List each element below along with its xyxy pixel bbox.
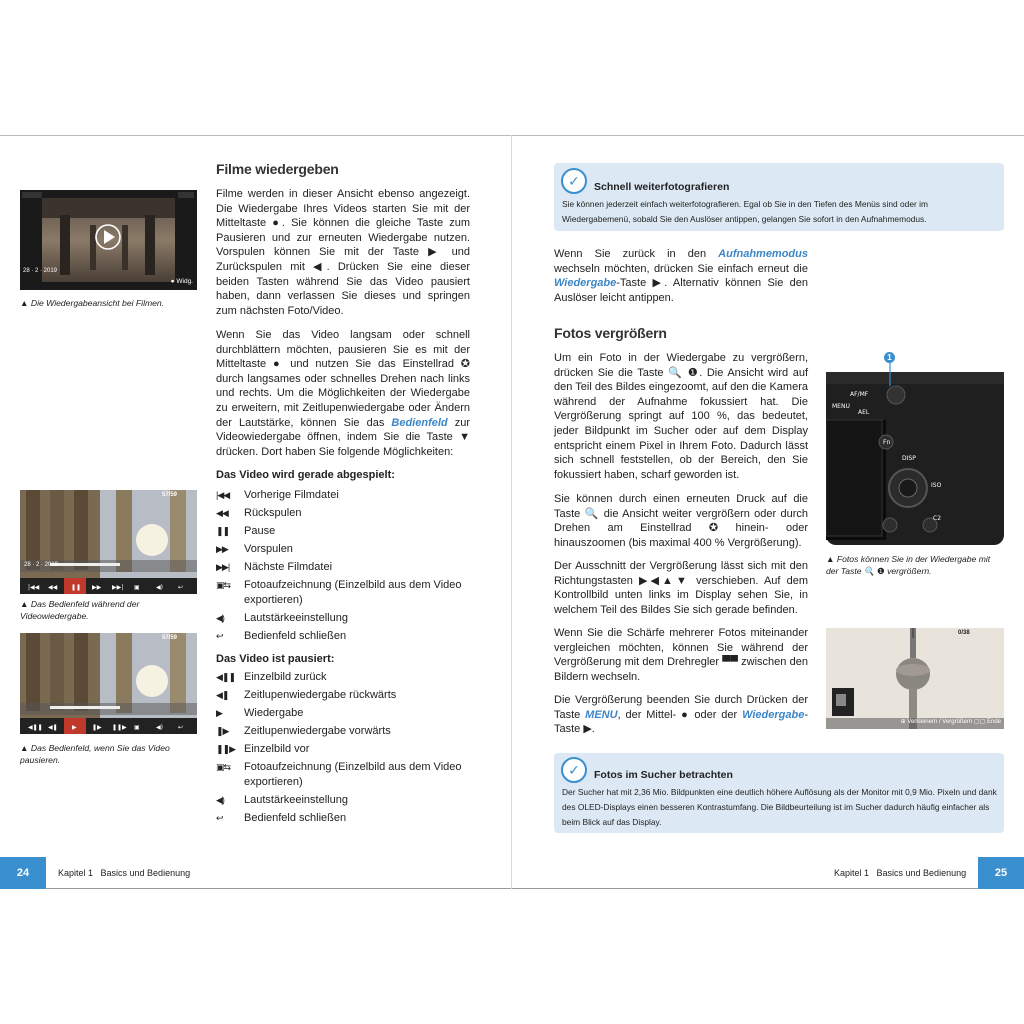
zoom-screenshot <box>826 628 1004 729</box>
list-item <box>216 688 486 703</box>
control-icon: ▣⇆ <box>216 762 231 773</box>
control-icon: ↩ <box>216 813 223 824</box>
svg-text:Fn: Fn <box>883 439 891 446</box>
zoom-footer: ⊕ Verkleinern / Vergrößern ▢▢ Ende <box>900 719 1001 725</box>
control-icon: ▶ <box>216 708 222 719</box>
link-menu[interactable]: MENU <box>585 708 618 721</box>
list-item <box>216 611 486 626</box>
section-heading-zoom: Fotos vergrößern <box>554 325 667 341</box>
list-item-label: Rückspulen <box>244 507 302 520</box>
paragraph-control-panel <box>216 328 470 459</box>
svg-text:AF/MF: AF/MF <box>850 391 869 398</box>
paragraph-video-playback: Filme werden in dieser Ansicht ebenso angezeigt. Die Wiedergabe Ihres Videos starten Sie mit der Mitteltaste ●. Sie können die gleiche Taste zum Pausieren und zur erneuten Wiedergabe nutzen. Vorspulen können Sie mit der Taste ▶ und Zurückspulen mit ◀. Drücken Sie eine dieser beiden Tasten während Sie das Video pausiert haben, dann verlassen Sie dieses und springen zum nächsten Foto/Video. <box>216 188 470 317</box>
svg-text:❚❚: ❚❚ <box>71 584 82 591</box>
svg-text:◀): ◀) <box>156 584 163 591</box>
checkmark-icon: ✓ <box>561 168 587 194</box>
video-date: 28 · 2 · 2019 <box>23 268 58 274</box>
svg-text:▶: ▶ <box>72 724 77 731</box>
page-top-border <box>0 135 1024 136</box>
video-mode-label: ● Widg. <box>170 278 193 285</box>
tip-box-viewfinder <box>554 753 1004 833</box>
exit-text-a: Die Vergrößerung beenden Sie durch Drücken der Taste <box>554 694 808 721</box>
control-icon: ❚▶ <box>216 726 229 737</box>
list-item <box>216 670 486 685</box>
list-item-label: Einzelbild zurück <box>244 671 327 683</box>
list-item <box>216 760 486 789</box>
svg-text:◀): ◀) <box>156 724 163 731</box>
control-panel-paused-screenshot <box>20 633 197 734</box>
zoom-counter: 0/38 <box>958 630 970 636</box>
link-wiedergabe-2[interactable]: Wiedergabe <box>742 708 805 721</box>
tip-box-continue-shooting <box>554 163 1004 231</box>
svg-text:❚❚▶: ❚❚▶ <box>112 724 127 731</box>
link-wiedergabe[interactable]: Wiedergabe <box>554 277 617 290</box>
svg-text:◀❚: ◀❚ <box>48 724 58 731</box>
paragraph-control-panel-text-a: Wenn Sie das Video langsam oder schnell durchblättern möchten, pausieren Sie es mit der Mitteltaste ● und nutzen Sie das Einstellrad ✪ durch langsames oder schnelles Drehen nach links und rechts. Um die Möglichkeiten der Wiedergabe zu erweitern, mit Zeitlupenwiedergabe oder Ändern der Lautstärke, können Sie das <box>216 329 470 429</box>
paragraph-control-panel-text-b: zur Videowiedergabe öffnen, indem Sie die Taste ▼ drücken. Dort haben Sie folgende Möglichkeiten: <box>216 416 470 458</box>
video-playback-image <box>20 190 197 290</box>
caption-panel-playing: ▲ Das Bedienfeld während der Videowiedergabe. <box>20 599 140 621</box>
svg-text:❚▶: ❚▶ <box>92 724 102 731</box>
playing-options-heading: Das Video wird gerade abgespielt: <box>216 469 395 481</box>
paused-options-heading: Das Video ist pausiert: <box>216 653 335 665</box>
footer-chapter-left: Kapitel 1 Basics und Bedienung <box>58 868 191 878</box>
camera-back-photo <box>826 350 1004 545</box>
svg-text:◀❚❚: ◀❚❚ <box>28 724 43 731</box>
page-number-left: 24 <box>0 857 46 889</box>
list-item <box>216 742 486 757</box>
svg-text:↩: ↩ <box>178 724 184 731</box>
footer-chapter-right: Kapitel 1 Basics und Bedienung <box>834 868 967 878</box>
tip-title: Schnell weiterfotografieren <box>594 181 730 193</box>
paused-counter: 57/59 <box>161 635 177 641</box>
control-icon: ▶▶ <box>216 544 228 555</box>
list-item <box>216 724 486 739</box>
paused-options-list <box>216 670 486 829</box>
page-bottom-border <box>0 888 1024 889</box>
panel-counter: 57/59 <box>161 492 177 498</box>
control-icon: ◀) <box>216 613 224 624</box>
list-item-label: Zeitlupenwiedergabe vorwärts <box>244 725 391 738</box>
list-item <box>216 524 486 539</box>
list-item <box>216 578 486 607</box>
paragraph-zoom-exit <box>554 693 808 737</box>
list-item-label: Pause <box>244 525 276 538</box>
svg-text:C2: C2 <box>933 515 942 522</box>
control-icon: |◀◀ <box>216 490 230 500</box>
svg-text:AEL: AEL <box>858 409 870 416</box>
return-text-c: -Taste ▶. Alternativ können Sie den Auslöser leicht antippen. <box>554 277 808 304</box>
exit-text-b: , der Mittel- ● oder der <box>617 708 743 721</box>
svg-text:DISP: DISP <box>902 455 916 462</box>
paragraph-return-shooting <box>554 247 808 305</box>
return-text-a: Wenn Sie zurück in den <box>554 248 719 260</box>
camera-back-image <box>826 350 1004 545</box>
control-icon: ◀❚❚ <box>216 672 236 682</box>
control-icon: ❚❚ <box>216 526 230 537</box>
checkmark-icon-2: ✓ <box>561 757 587 783</box>
page-gutter <box>511 135 512 889</box>
svg-text:▣: ▣ <box>134 584 140 591</box>
list-item-label: Lautstärkeeinstellung <box>244 612 348 625</box>
svg-text:▶▶: ▶▶ <box>92 584 102 591</box>
control-panel-playing-image <box>20 490 197 594</box>
control-panel-paused-image <box>20 633 197 734</box>
paragraph-zoom-further: Sie können durch einen erneuten Druck auf die Taste 🔍 die Ansicht weiter vergrößern oder durch Drehen am Einstellrad ✪ hinein- oder hinauszoomen (bis maximal 400 % Vergrößerung). <box>554 493 808 549</box>
zoom-image <box>826 628 1004 729</box>
list-item <box>216 629 486 644</box>
control-panel-playing-screenshot <box>20 490 197 594</box>
list-item-label: Nächste Filmdatei <box>244 561 333 574</box>
tip-text: Sie können jederzeit einfach weiterfotografieren. Egal ob Sie in den Tiefen des Menüs sind oder im Wiedergabemenü, sobald Sie den Auslöser antippen, gelangen Sie sofort in den Aufnahmemodus. <box>562 199 928 224</box>
list-item-label: Einzelbild vor <box>244 743 310 756</box>
list-item <box>216 560 486 575</box>
control-icon: ▣⇆ <box>216 580 231 591</box>
list-item-label: Fotoaufzeichnung (Einzelbild aus dem Video exportieren) <box>244 579 462 607</box>
control-icon: ❚❚▶ <box>216 744 236 755</box>
caption-camera: ▲ Fotos können Sie in der Wiedergabe mit der Taste 🔍 ❶ vergrößern. <box>826 554 991 576</box>
list-item <box>216 542 486 557</box>
list-item-label: Zeitlupenwiedergabe rückwärts <box>244 689 397 702</box>
control-icon: ◀◀ <box>216 508 228 519</box>
panel-date: 28 · 2 · 2019 <box>24 562 59 568</box>
caption-playback: ▲ Die Wiedergabeansicht bei Filmen. <box>20 298 165 308</box>
control-icon: ◀) <box>216 795 224 806</box>
paragraph-zoom-intro: Um ein Foto in der Wiedergabe zu vergrößern, drücken Sie die Taste 🔍 ❶. Die Ansicht wird auf den Teil des Bildes eingezoomt, auf den die Kamera während der Aufnahme fokussiert hat. Die Vergrößerung springt auf 100 %, das bedeutet, jeder Bildpunkt im Sucher oder auf dem Display entspricht einem Pixel in Ihrem Foto. Dadurch lässt sich schnell feststellen, ob der Bereich, den Sie fokussiert haben, scharf geworden ist. <box>554 352 808 481</box>
control-icon: ↩ <box>216 631 223 642</box>
return-text-b: wechseln möchten, drücken Sie einfach erneut die <box>554 262 808 275</box>
playing-options-list <box>216 488 486 647</box>
list-item-label: Vorspulen <box>244 543 293 556</box>
list-item <box>216 506 486 521</box>
section-heading-videos: Filme wiedergeben <box>216 161 339 177</box>
control-icon: ▶▶| <box>216 562 230 573</box>
list-item-label: Vorherige Filmdatei <box>244 489 339 501</box>
caption-panel-paused: ▲ Das Bedienfeld, wenn Sie das Video pausieren. <box>20 743 170 765</box>
svg-text:▶▶|: ▶▶| <box>112 584 124 591</box>
link-bedienfeld[interactable]: Bedienfeld <box>391 416 448 429</box>
svg-text:↩: ↩ <box>178 584 184 591</box>
tip-title-2: Fotos im Sucher betrachten <box>594 769 733 781</box>
tip-text-2: Der Sucher hat mit 2,36 Mio. Bildpunkten eine deutlich höhere Auflösung als der Monitor mit 0,9 Mio. Pixeln und dank des OLED-Displays einen besseren Kontrastumfang. Die Bildbeurteilung ist im Sucher dadurch häufig einfacher als beim Blick auf das Display. <box>562 787 997 827</box>
control-icon: ◀❚ <box>216 690 229 701</box>
video-playback-screenshot <box>20 190 197 290</box>
exit-text-c: -Taste ▶. <box>554 708 808 736</box>
list-item <box>216 488 486 503</box>
paragraph-zoom-compare: Wenn Sie die Schärfe mehrerer Fotos miteinander vergleichen möchten, können Sie während der Vergrößerung mit dem Drehregler ▀▀ zwischen den Bildern wechseln. <box>554 627 808 683</box>
svg-text:ISO: ISO <box>931 482 942 489</box>
page-number-right: 25 <box>978 857 1024 889</box>
svg-text:MENU: MENU <box>832 403 850 410</box>
list-item-label: Lautstärkeeinstellung <box>244 794 348 807</box>
list-item-label: Bedienfeld schließen <box>244 812 347 825</box>
paragraph-zoom-move: Der Ausschnitt der Vergrößerung lässt sich mit den Richtungstasten ▶◀▲▼ verschieben. Auf dem Kontrollbild unten links im Display sehen Sie, in welchem Teil des Bildes Sie sich gerade befinden. <box>554 560 808 616</box>
list-item-label: Wiedergabe <box>244 707 304 720</box>
svg-text:|◀◀: |◀◀ <box>28 584 40 591</box>
list-item <box>216 811 486 826</box>
list-item-label: Fotoaufzeichnung (Einzelbild aus dem Video exportieren) <box>244 761 462 789</box>
link-aufnahmemodus[interactable]: Aufnahmemodus <box>718 248 808 260</box>
list-item <box>216 793 486 808</box>
svg-text:◀◀: ◀◀ <box>48 584 58 591</box>
svg-text:▣: ▣ <box>134 724 140 731</box>
camera-marker-1: 1 <box>884 352 895 363</box>
list-item-label: Bedienfeld schließen <box>244 630 347 643</box>
list-item <box>216 706 486 721</box>
